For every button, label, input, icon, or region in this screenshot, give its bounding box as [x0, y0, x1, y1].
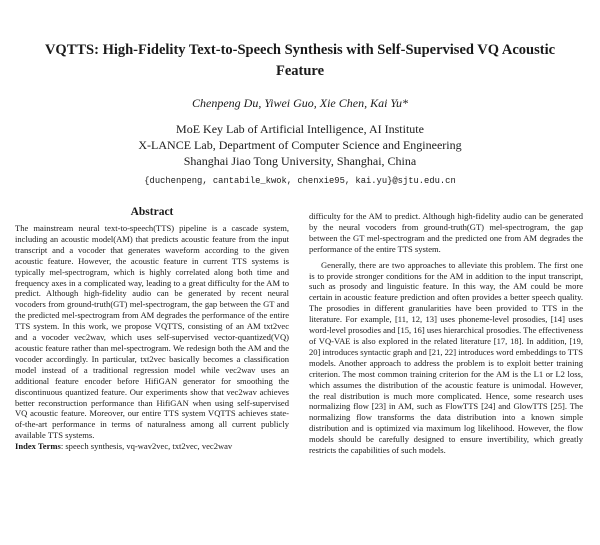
intro-paragraph: difficulty for the AM to predict. Although high-fidelity audio can be generated by the neural vocoders from ground-truth(GT) mel-spectrogram, the gap between the GT mel-spectrogram and the predicted one from AM degrades the performance of the entire TTS system.: [309, 211, 583, 254]
affiliation-line: X-LANCE Lab, Department of Computer Science and Engineering: [138, 138, 462, 152]
affiliation-line: Shanghai Jiao Tong University, Shanghai, China: [183, 154, 417, 168]
author-list: Chenpeng Du, Yiwei Guo, Xie Chen, Kai Yu*: [192, 96, 408, 110]
right-column: [309, 211, 583, 456]
affiliation-line: MoE Key Lab of Artificial Intelligence, AI Institute: [176, 122, 424, 136]
left-column: [15, 205, 289, 452]
abstract-body: The mainstream neural text-to-speech(TTS) pipeline is a cascade system, including an acoustic model(AM) that predicts acoustic feature from the input transcript and a vocoder that generates waveform according to the given acoustic feature. However, the acoustic feature in current TTS systems is typically mel-spectrogram, which is highly correlated along both time and frequency axes in a complicated way, leading to a great difficulty for the AM to predict. Although high-fidelity audio can be generated by recent neural vocoders from ground-truth(GT) mel-spectrogram, the gap between the GT and the predicted mel-spectrogram from AM degrades the performance of the entire TTS system. In this work, we propose VQTTS, consisting of an AM txt2vec and a vocoder vec2wav, which uses self-supervised vector-quantized(VQ) acoustic feature rather than mel-spectrogram. We redesign both the AM and the vocoder accordingly. In particular, txt2vec basically becomes a classification model instead of a traditional regression model while vec2wav uses an additional feature encoder before HifiGAN generator for smoothing the discontinuous quantized feature. Our experiments show that vec2wav achieves better reconstruction performance than HifiGAN when using self-supervised VQ acoustic feature. Moreover, our entire TTS system VQTTS achieves state-of-the-art performance in terms of naturalness among all current publicly available TTS systems.: [15, 223, 289, 441]
author-emails: {duchenpeng, cantabile_kwok, chenxie95, kai.yu}@sjtu.edu.cn: [144, 176, 456, 186]
index-terms-label: Index Terms: [15, 441, 61, 452]
abstract-heading: Abstract: [130, 206, 174, 218]
intro-paragraph: Generally, there are two approaches to alleviate this problem. The first one is to provide stronger conditions for the AM in addition to the input transcript, such as prosody and linguistic feature. In this way, the AM could be more certain in acoustic feature prediction and often provides a better speech quality. The prosodies in different granularities have been provided to TTS in the literature. For example, [11, 12, 13] uses phoneme-level prosodies, [14] uses word-level prosodies and [15, 16] uses hierarchical prosodies. The effectiveness of VQ-VAE is also explored in the related literature [17, 18]. In addition, [19, 20] introduces syntactic graph and [21, 22] introduces word embeddings to TTS models. Another approach to address the problem is to exploit better training criterion. The most common training criterion for the AM is the L1 or L2 loss, which assumes the distribution of the acoustic feature is unimodal. However, the real distribution is much more complicated. Hence, some research uses normalizing flow [23] in AM, such as FlowTTS [24] and GlowTTS [25]. The normalizing flow transforms the data distribution into a known simple distribution and is optimized via maximum log likelihood. However, the flow models should be carefully designed to ensure invertibility, which greatly restricts the capabilities of such models.: [309, 259, 583, 456]
paper-title: VQTTS: High-Fidelity Text-to-Speech Synthesis with Self-Supervised VQ Acoustic Feature: [44, 42, 556, 79]
index-terms: [15, 441, 289, 452]
index-terms-text: : speech synthesis, vq-wav2vec, txt2vec, vec2wav: [60, 441, 233, 452]
affiliation-block: [20, 121, 580, 169]
